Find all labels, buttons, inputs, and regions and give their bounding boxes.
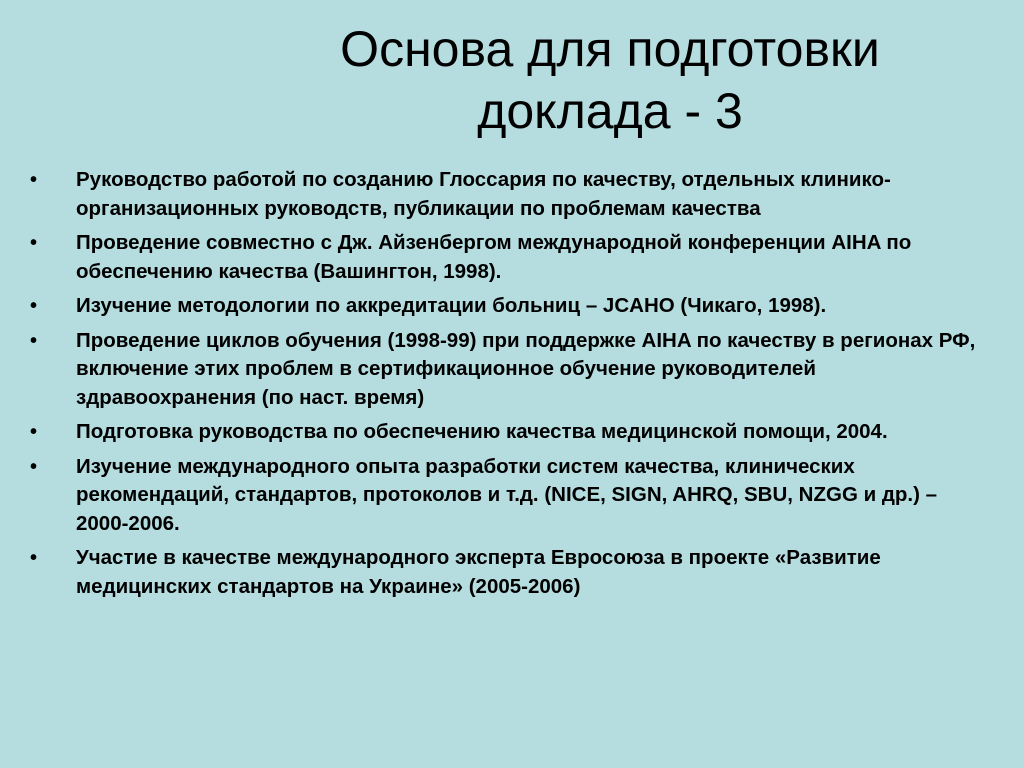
bullet-dot-icon: • [30,232,38,254]
bullet-text-2: Проведение совместно с Дж. Айзенбергом международной конференции AIHA по обеспечению качества (Вашингтон, 1998). [76,231,912,283]
bullet-text-3: Изучение методологии по аккредитации больниц – JCAHO (Чикаго, 1998). [76,294,827,317]
bullet-dot-icon: • [30,421,38,443]
bullet-text-7: Участие в качестве международного эксперта Евросоюза в проекте «Развитие медицинских стандартов на Украине» (2005-2006) [76,546,881,598]
bullet-item-2 [30,229,990,286]
bullet-text-4: Проведение циклов обучения (1998-99) при поддержке AIHA по качеству в регионах РФ, включение этих проблем в сертификационное обучение руководителей здравоохранения (по наст. время) [76,328,976,409]
bullet-item-1 [30,166,990,223]
bullet-dot-icon: • [30,329,38,352]
bullet-item-3 [30,292,990,321]
slide-title-line-1: Основа для подготовки [340,21,880,77]
bullet-text-5: Подготовка руководства по обеспечению качества медицинской помощи, 2004. [76,420,888,443]
bullet-dot-icon: • [30,455,38,478]
bullet-text-6: Изучение международного опыта разработки систем качества, клинических рекомендаций, стандартов, протоколов и т.д. (NICE, SIGN, AHRQ, SBU, NZGG и др.) – 2000-2006. [76,454,938,535]
bullet-dot-icon: • [30,295,38,317]
bullet-list [30,166,990,607]
bullet-item-6 [30,453,990,539]
bullet-dot-icon: • [30,169,38,191]
bullet-dot-icon: • [30,547,38,569]
bullet-item-5 [30,418,990,447]
bullet-item-4 [30,327,990,413]
slide-title-line-2: доклада - 3 [477,83,743,139]
slide-title [240,18,980,142]
bullet-item-7 [30,544,990,601]
bullet-text-1: Руководство работой по созданию Глоссария по качеству, отдельных клинико-организационных руководств, публикации по проблемам качества [76,168,891,220]
